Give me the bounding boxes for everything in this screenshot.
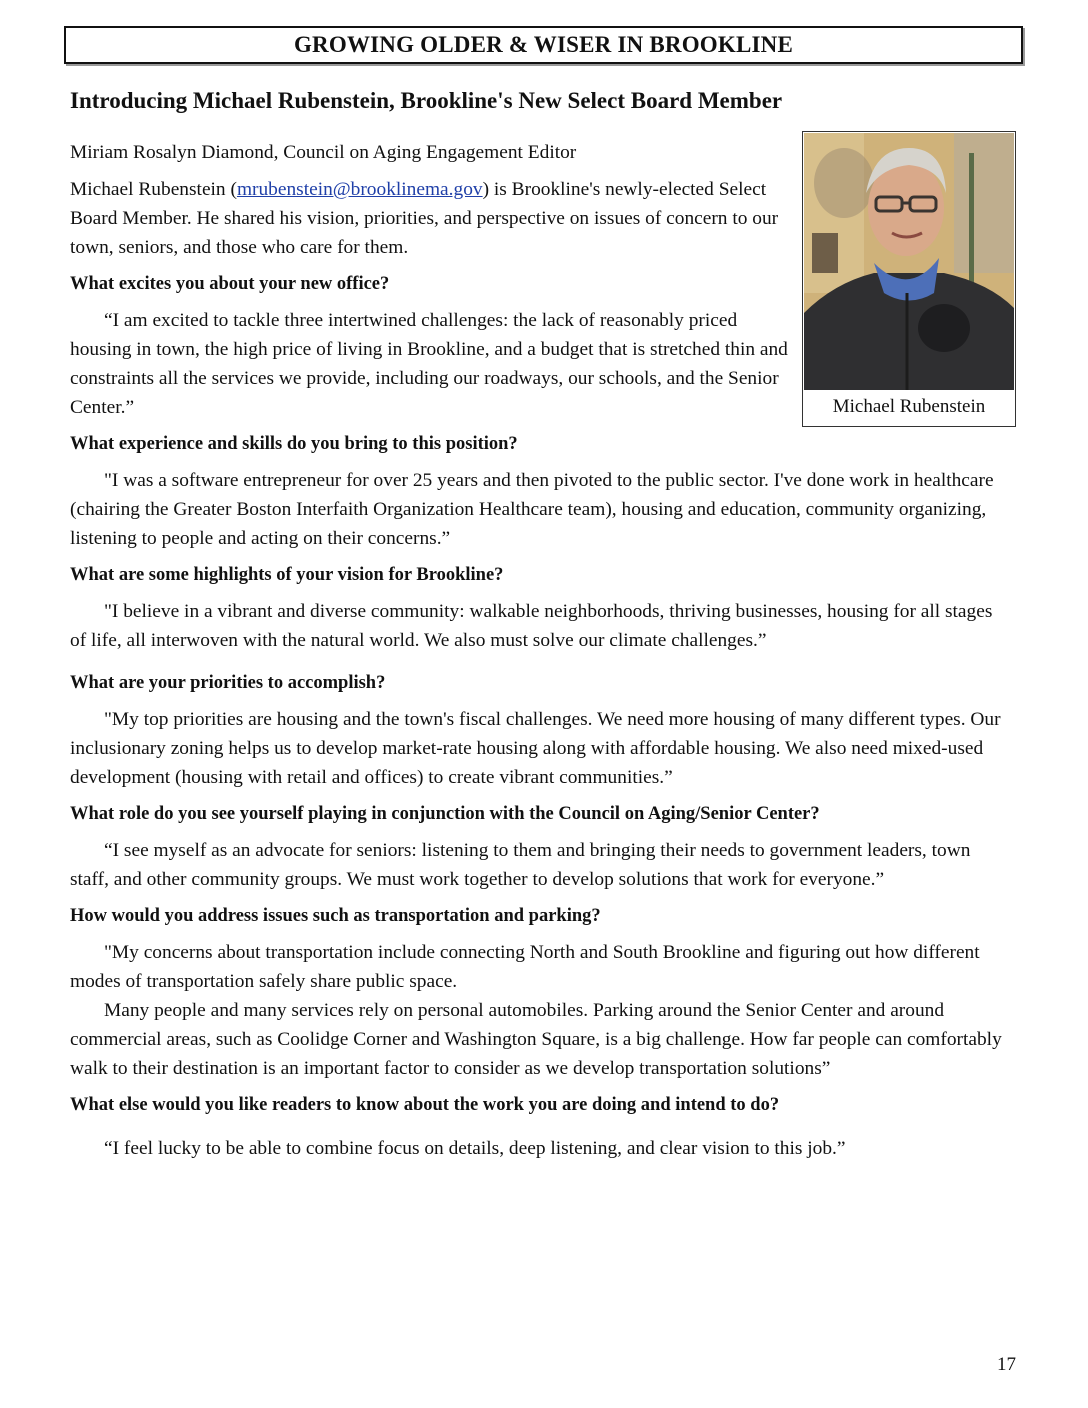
answer-paragraph: “I feel lucky to be able to combine focus on details, deep listening, and clear vision to this job.” (104, 1138, 846, 1159)
photo-caption: Michael Rubenstein (832, 396, 986, 417)
answer-paragraph: “I see myself as an advocate for seniors: listening to them and bringing their needs to government leaders, town staff, and other community groups. We must work together to develop solutions that work for everyone.” (70, 840, 971, 890)
article-body (70, 138, 1005, 1163)
article-title: Introducing Michael Rubenstein, Brookline's New Select Board Member (70, 88, 783, 113)
question-heading: What are your priorities to accomplish? (70, 673, 386, 693)
question-heading: What are some highlights of your vision for Brookline? (70, 565, 504, 585)
answer-paragraph: “I am excited to tackle three intertwined challenges: the lack of reasonably priced housing in town, the high price of living in Brookline, and a budget that is stretched thin and constraints all the services we provide, including our roadways, our schools, and the Senior Center.” (70, 310, 788, 418)
question-heading: How would you address issues such as transportation and parking? (70, 906, 601, 926)
byline: Miriam Rosalyn Diamond, Council on Aging Engagement Editor (70, 142, 577, 163)
answer-paragraph: "My top priorities are housing and the town's fiscal challenges. We need more housing of many different types. Our inclusionary zoning helps us to develop market-rate housing along with affordable housing. We also need mixed-used development (housing with retail and offices) to create vibrant communities.” (70, 709, 1001, 788)
question-heading: What experience and skills do you bring to this position? (70, 434, 518, 454)
intro-text-after: ) is Brookline's newly-elected Select Board Member. He shared his vision, priorities, and perspective on issues of concern to our town, seniors, and those who care for them. (70, 179, 779, 258)
page-number: 17 (997, 1354, 1016, 1375)
question-heading: What role do you see yourself playing in conjunction with the Council on Aging/Senior Center? (70, 804, 820, 824)
answer-paragraph: "My concerns about transportation include connecting North and South Brookline and figuring out how different modes of transportation safely share public space. (70, 942, 980, 992)
section-title: GROWING OLDER & WISER IN BROOKLINE (293, 32, 794, 57)
answer-paragraph: "I was a software entrepreneur for over 25 years and then pivoted to the public sector. I've done work in healthcare (chairing the Greater Boston Interfaith Organization Healthcare team), housing and education, community organizing, listening to people and acting on their concerns.” (70, 470, 994, 549)
question-heading: What else would you like readers to know about the work you are doing and intend to do? (70, 1095, 780, 1115)
section-header-box (64, 26, 1023, 64)
answer-paragraph: Many people and many services rely on personal automobiles. Parking around the Senior Center and around commercial areas, such as Coolidge Corner and Washington Square, is a big challenge. How far people can comfortably walk to their destination is an important factor to consider as we develop transportation solutions” (70, 1000, 1002, 1079)
email-link[interactable]: mrubenstein@brooklinema.gov (236, 179, 483, 200)
answer-paragraph: "I believe in a vibrant and diverse community: walkable neighborhoods, thriving businesses, housing for all stages of life, all interwoven with the natural world. We also must solve our climate challenges.” (70, 601, 993, 651)
question-heading: What excites you about your new office? (70, 274, 390, 294)
intro-paragraph (70, 175, 798, 262)
intro-text-before: Michael Rubenstein ( (70, 179, 237, 200)
